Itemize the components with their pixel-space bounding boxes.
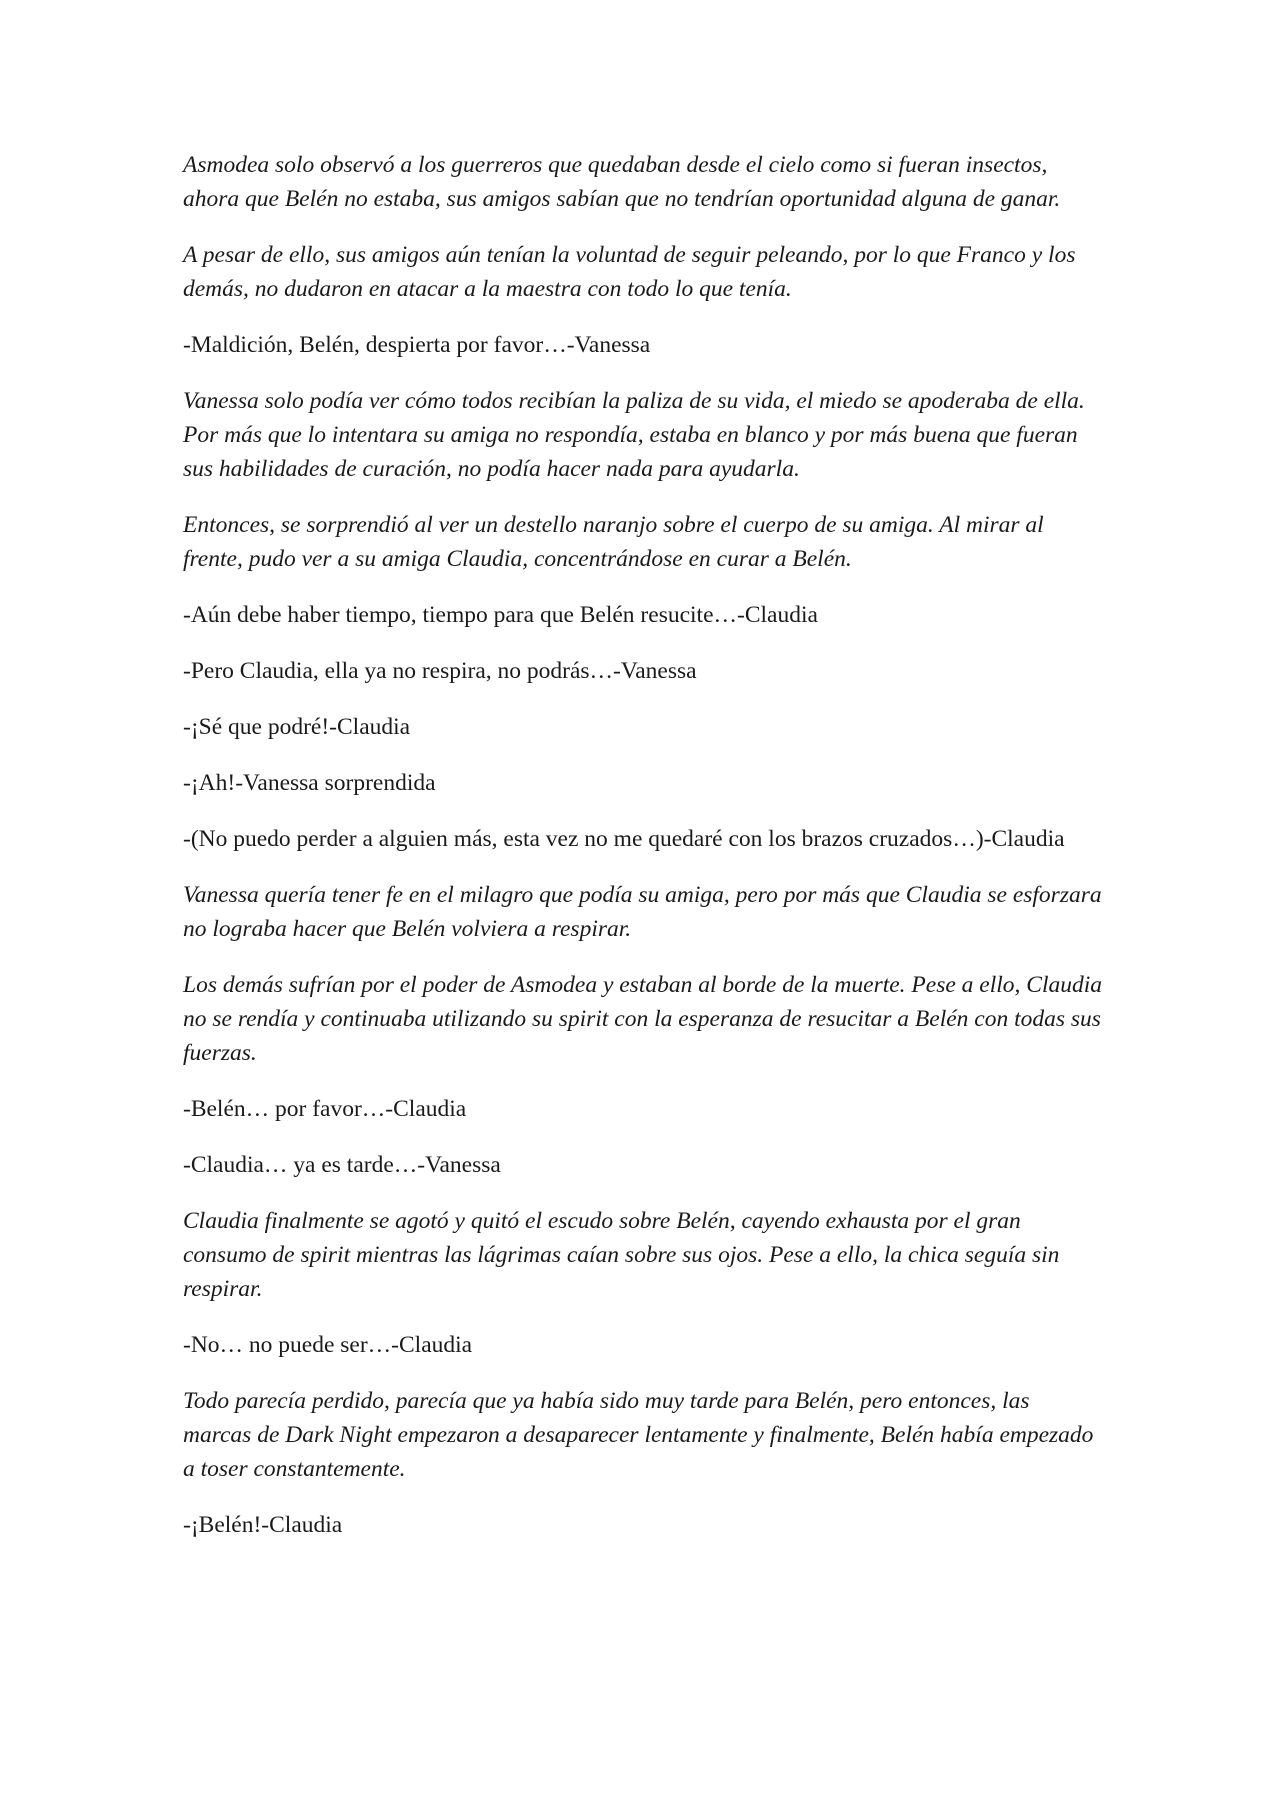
document-page	[183, 148, 1103, 1564]
dialogue-line: -No… no puede ser…-Claudia	[183, 1332, 473, 1358]
dialogue-line: -Pero Claudia, ella ya no respira, no podrás…-Vanessa	[183, 658, 697, 684]
narration-paragraph: Asmodea solo observó a los guerreros que quedaban desde el cielo como si fueran insectos, ahora que Belén no estaba, sus amigos sabían que no tendrían oportunidad alguna de ganar.	[183, 152, 1061, 212]
dialogue-line: -¡Belén!-Claudia	[183, 1512, 343, 1538]
dialogue-line: -(No puedo perder a alguien más, esta vez no me quedaré con los brazos cruzados…)-Claudia	[183, 826, 1065, 852]
narration-paragraph: Los demás sufrían por el poder de Asmodea y estaban al borde de la muerte. Pese a ello, Claudia no se rendía y continuaba utilizando su spirit con la esperanza de resucitar a Belén con todas sus fuerzas.	[183, 972, 1103, 1066]
narration-paragraph: A pesar de ello, sus amigos aún tenían la voluntad de seguir peleando, por lo que Franco y los demás, no dudaron en atacar a la maestra con todo lo que tenía.	[183, 242, 1076, 302]
narration-paragraph: Entonces, se sorprendió al ver un destello naranjo sobre el cuerpo de su amiga. Al mirar al frente, pudo ver a su amiga Claudia, concentrándose en curar a Belén.	[183, 512, 1044, 572]
narration-paragraph: Vanessa solo podía ver cómo todos recibían la paliza de su vida, el miedo se apoderaba de ella. Por más que lo intentara su amiga no respondía, estaba en blanco y por más buena que fueran sus habilidades de curación, no podía hacer nada para ayudarla.	[183, 388, 1085, 482]
dialogue-line: -Belén… por favor…-Claudia	[183, 1096, 467, 1122]
dialogue-line: -¡Sé que podré!-Claudia	[183, 714, 411, 740]
narration-paragraph: Vanessa quería tener fe en el milagro que podía su amiga, pero por más que Claudia se esforzara no lograba hacer que Belén volviera a respirar.	[183, 882, 1102, 942]
dialogue-line: -¡Ah!-Vanessa sorprendida	[183, 770, 436, 796]
narration-paragraph: Todo parecía perdido, parecía que ya había sido muy tarde para Belén, pero entonces, las marcas de Dark Night empezaron a desaparecer lentamente y finalmente, Belén había empezado a toser constantemente.	[183, 1388, 1094, 1482]
dialogue-line: -Aún debe haber tiempo, tiempo para que Belén resucite…-Claudia	[183, 602, 818, 628]
narration-paragraph: Claudia finalmente se agotó y quitó el escudo sobre Belén, cayendo exhausta por el gran consumo de spirit mientras las lágrimas caían sobre sus ojos. Pese a ello, la chica seguía sin respirar.	[183, 1208, 1060, 1302]
dialogue-line: -Maldición, Belén, despierta por favor…-Vanessa	[183, 332, 651, 358]
dialogue-line: -Claudia… ya es tarde…-Vanessa	[183, 1152, 501, 1178]
